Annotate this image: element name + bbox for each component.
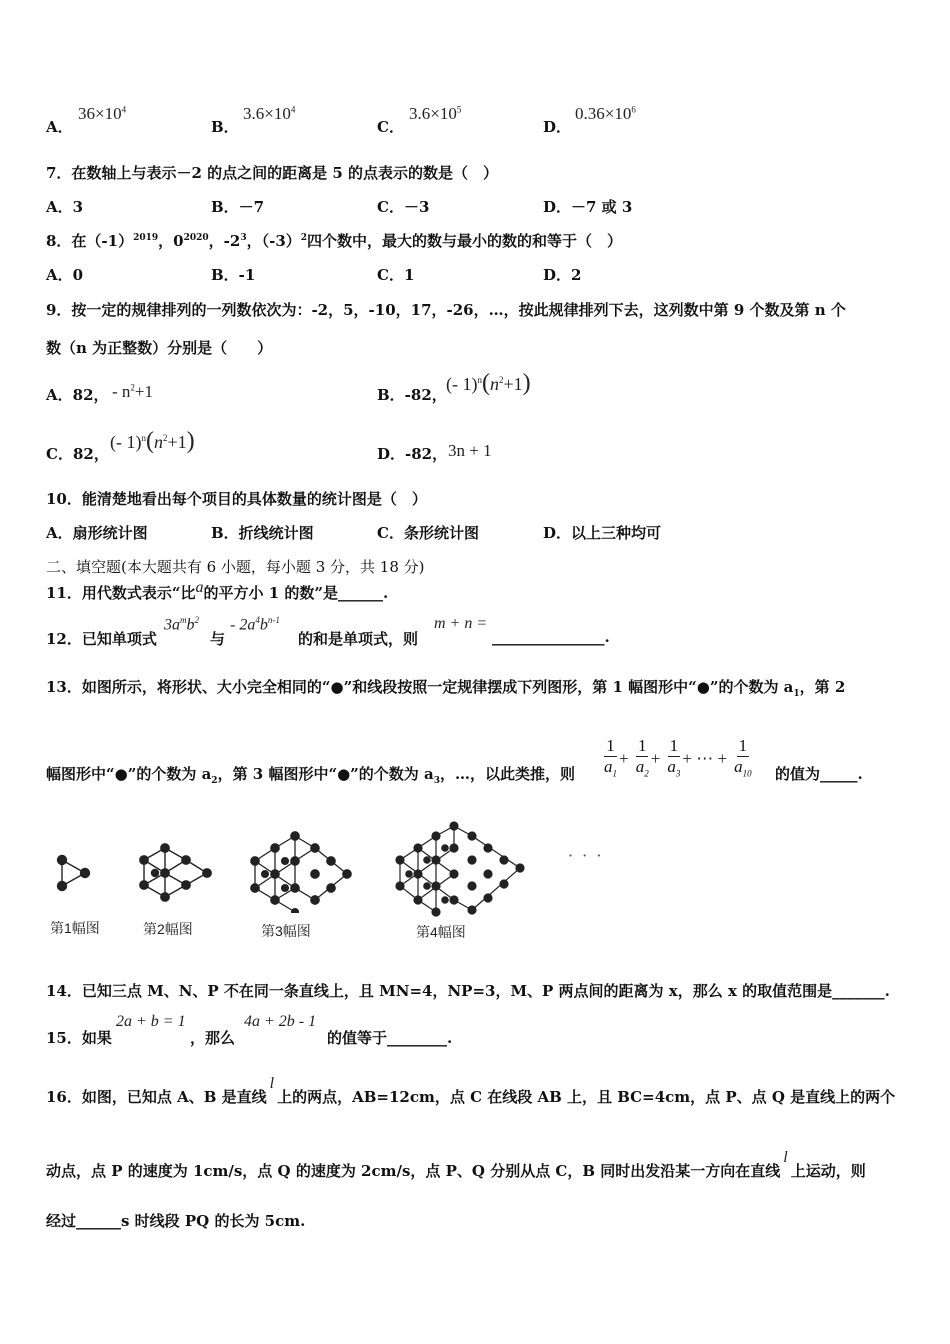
q13-figure-more: · · · [568,846,604,865]
q13-figure-2 [136,840,216,905]
q6-option-c-expr: $3.6\times 10^5$ [409,104,462,123]
q12-and: 与 [210,630,226,648]
q16-stem-line2: 动点，点 P 的速度为 1cm/s，点 Q 的速度为 2cm/s，点 P、Q 分别从点 C，B 同时出发沿某一方向在直线l上运动，则 [46,1149,866,1180]
q9-option-a-label: A．82， [46,386,109,404]
q9-option-c-expr: (- $1)^n(n^2+1)$ [110,428,195,454]
q9-option-d-label: D．-82， [377,445,448,463]
q13-figure-1 [50,850,100,900]
q13-stem-line1: 13．如图所示，将形状、大小完全相同的“●”和线段按照一定规律摆成下列图形，第 1 幅图形中“●”的个数为 $a_1$，第 2 [46,678,846,699]
q10-stem: 10．能清楚地看出每个项目的具体数量的统计图是（ ） [46,490,427,508]
q8-option-b: B．-1 [211,266,256,284]
q12-sum-expr: m + n = [434,615,488,632]
q9-stem-line1: 9．按一定的规律排列的一列数依次为：-2，5，-10，17，-26，…，按此规律排列下去，这列数中第 9 个数及第 n 个 [46,301,846,319]
q6-option-d-expr: $0.36\times 10^6$ [575,104,636,123]
q13-figure-3-label: 第3幅图 [261,923,311,939]
q10-option-a: A．扇形统计图 [46,524,148,542]
q10-option-d: D．以上三种均可 [543,524,662,542]
q13-figure-4-label: 第4幅图 [416,924,466,940]
q16-stem-line3: 经过______s 时线段 PQ 的长为 5cm. [46,1212,306,1230]
q14-stem: 14．已知三点 M、N、P 不在同一条直线上，且 MN=4，NP=3，M、P 两点间的距离为 x，那么 x 的取值范围是_______. [46,982,890,1000]
q12-stem-start: 12．已知单项式 [46,630,157,648]
q8-option-c: C．1 [377,266,415,284]
q6-option-c-label: C． [377,118,404,136]
q9-option-c-label: C．82， [46,445,109,463]
q13-stem-end: 的值为_____. [775,765,863,783]
q13-figure-4 [392,820,527,920]
q6-option-a-label: A． [46,118,73,136]
q7-stem: 7．在数轴上与表示－2 的点之间的距离是 5 的点表示的数是（ ） [46,164,498,182]
q12-monomial-1: $3a^mb^2$ [164,615,199,634]
q7-option-a: A．3 [46,198,84,216]
q6-option-a-expr: $36\times 10^4$ [78,104,127,123]
q12-stem-mid: 的和是单项式，则 [298,630,419,648]
q15-stem-start: 15．如果 [46,1029,112,1047]
q6-option-d-label: D． [543,118,572,136]
q6-option-b-label: B． [211,118,239,136]
q8-stem: 8．在$(-1)^{2019}$，$0^{2020}$，$-2^3$，$(-3)^2$四个数中，最大的数与最小的数的和等于（ ） [46,232,623,250]
q10-option-b: B．折线统计图 [211,524,314,542]
q13-stem-line2: 幅图形中“●”的个数为 $a_2$，第 3 幅图形中“●”的个数为 $a_3$，…，以此类推，则 [46,765,576,786]
q15-condition: 2a + b = 1 [116,1013,186,1030]
q15-expression: 4a + 2b - 1 [244,1013,317,1030]
q15-stem-mid: ，那么 [190,1029,236,1047]
q13-figure-2-label: 第2幅图 [143,921,193,937]
q12-monomial-2: - $2a^4b^{n-1}$ [230,615,280,634]
q9-option-a-expr: - $n^2+1$ [112,382,154,401]
q13-figure-1-label: 第1幅图 [50,920,100,936]
q11-stem: 11．用代数式表示“比a的平方小 1 的数”是______. [46,579,389,602]
q12-answer-blank: _______________. [492,628,610,646]
q9-option-d-expr: 3n + 1 [448,441,492,460]
q9-stem-line2: 数（n 为正整数）分别是（ ） [46,339,273,357]
q8-option-a: A．0 [46,266,84,284]
q13-fraction-sum: $\frac{1}{a_1}$ + $\frac{1}{a_2}$ + $\frac{1}{a_3}$ + ⋯ + $\frac{1}{a_{10}}$ [604,736,752,779]
q8-option-d: D．2 [543,266,582,284]
q16-stem-line1: 16．如图，已知点 A、B 是直线l上的两点，AB=12cm，点 C 在线段 AB 上，且 BC=4cm，点 P、点 Q 是直线上的两个 [46,1075,896,1106]
q10-option-c: C．条形统计图 [377,524,479,542]
q15-stem-end: 的值等于________. [327,1029,453,1047]
section-heading-fill-in: 二、填空题(本大题共有 6 小题，每小题 3 分，共 18 分) [46,558,425,576]
q9-option-b-label: B．-82， [377,386,447,404]
q9-option-b-expr: (- $1)^n(n^2+1)$ [446,370,531,396]
q6-option-b-expr: $3.6\times 10^4$ [243,104,296,123]
q7-option-b: B．－7 [211,198,265,216]
q13-figure-3 [247,828,357,913]
q7-option-c: C．－3 [377,198,430,216]
q7-option-d: D．－7 或 3 [543,198,633,216]
